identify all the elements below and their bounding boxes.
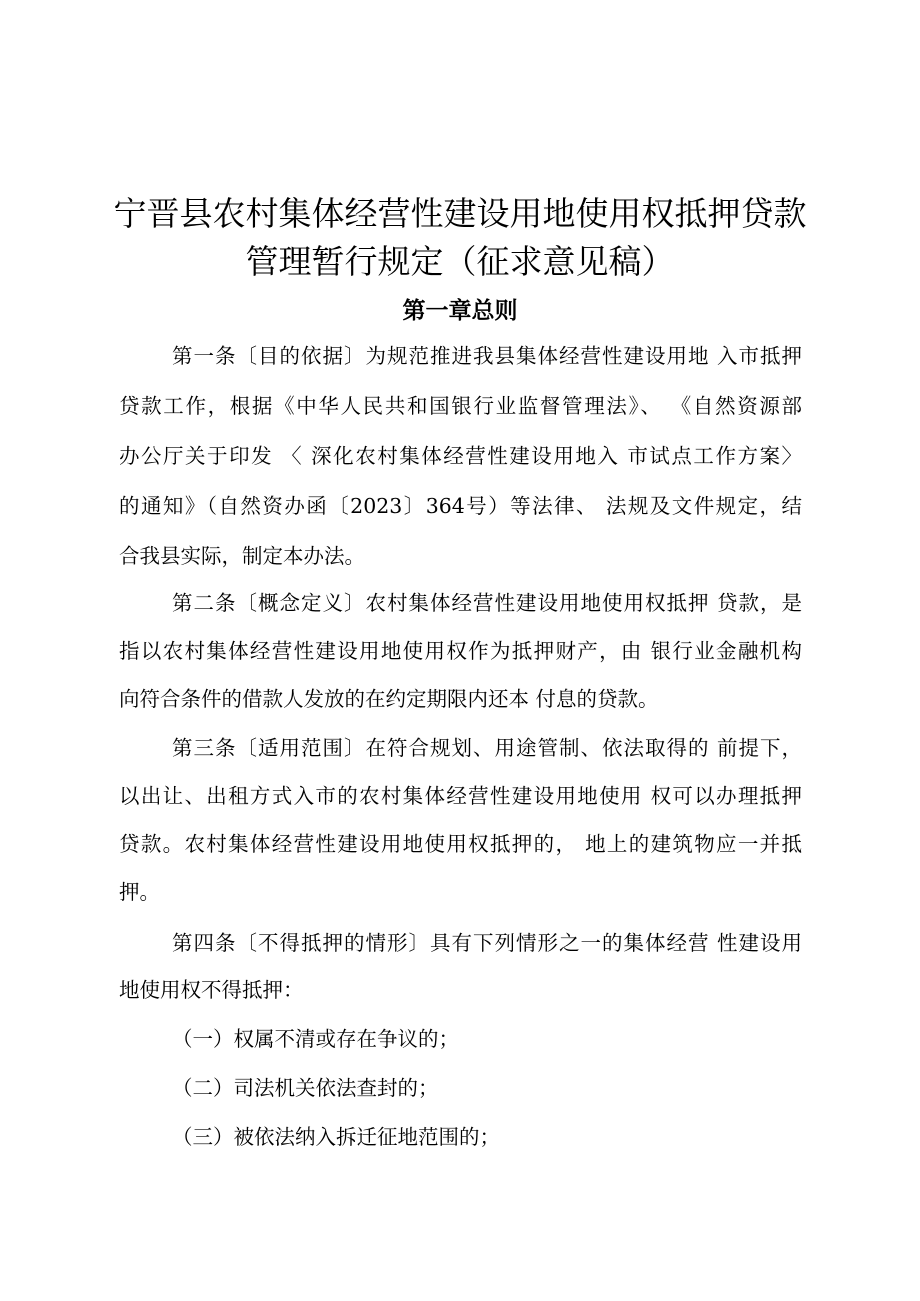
article-3-line-4: 押。 — [119, 880, 160, 904]
list-item: （二）司法机关依法查封的； — [172, 1076, 439, 1100]
chapter-heading: 第一章总则 — [402, 298, 518, 324]
article-2-line-2: 指以农村集体经营性建设用地使用权作为抵押财产，由 银行业金融机构 — [119, 639, 802, 663]
article-1-line-5: 合我县实际，制定本办法。 — [119, 544, 365, 568]
article-1-line-2: 贷款工作，根据《中华人民共和国银行业监督管理法》、 《自然资源部 — [119, 394, 802, 418]
list-item: （三）被依法纳入拆迁征地范围的； — [172, 1125, 500, 1149]
list-item: （一）权属不清或存在争议的； — [172, 1027, 459, 1051]
article-4-line-1: 第四条〔不得抵押的情形〕具有下列情形之一的集体经营 性建设用 — [172, 931, 802, 955]
article-4-line-2: 地使用权不得抵押： — [119, 978, 304, 1002]
article-1-line-3: 办公厅关于印发 〈 深化农村集体经营性建设用地入 市试点工作方案〉 — [119, 444, 802, 468]
article-1-line-4: 的通知》（自然资办函〔2023〕364号）等法律、 法规及文件规定，结 — [119, 494, 802, 518]
article-3-line-1: 第三条〔适用范围〕在符合规划、用途管制、依法取得的 前提下， — [172, 736, 802, 760]
document-title-line-2: 管理暂行规定（征求意见稿） — [245, 242, 675, 281]
article-3-line-2: 以出让、出租方式入市的农村集体经营性建设用地使用 权可以办理抵押 — [119, 784, 802, 808]
article-3-line-3: 贷款。农村集体经营性建设用地使用权抵押的， 地上的建筑物应一并抵 — [119, 832, 802, 856]
article-2-line-3: 向符合条件的借款人发放的在约定期限内还本 付息的贷款。 — [119, 687, 659, 711]
document-title-line-1: 宁晋县农村集体经营性建设用地使用权抵押贷款 — [113, 194, 807, 233]
article-1-line-1: 第一条〔目的依据〕为规范推进我县集体经营性建设用地 入市抵押 — [172, 344, 802, 368]
article-2-line-1: 第二条〔概念定义〕农村集体经营性建设用地使用权抵押 贷款，是 — [172, 591, 802, 615]
